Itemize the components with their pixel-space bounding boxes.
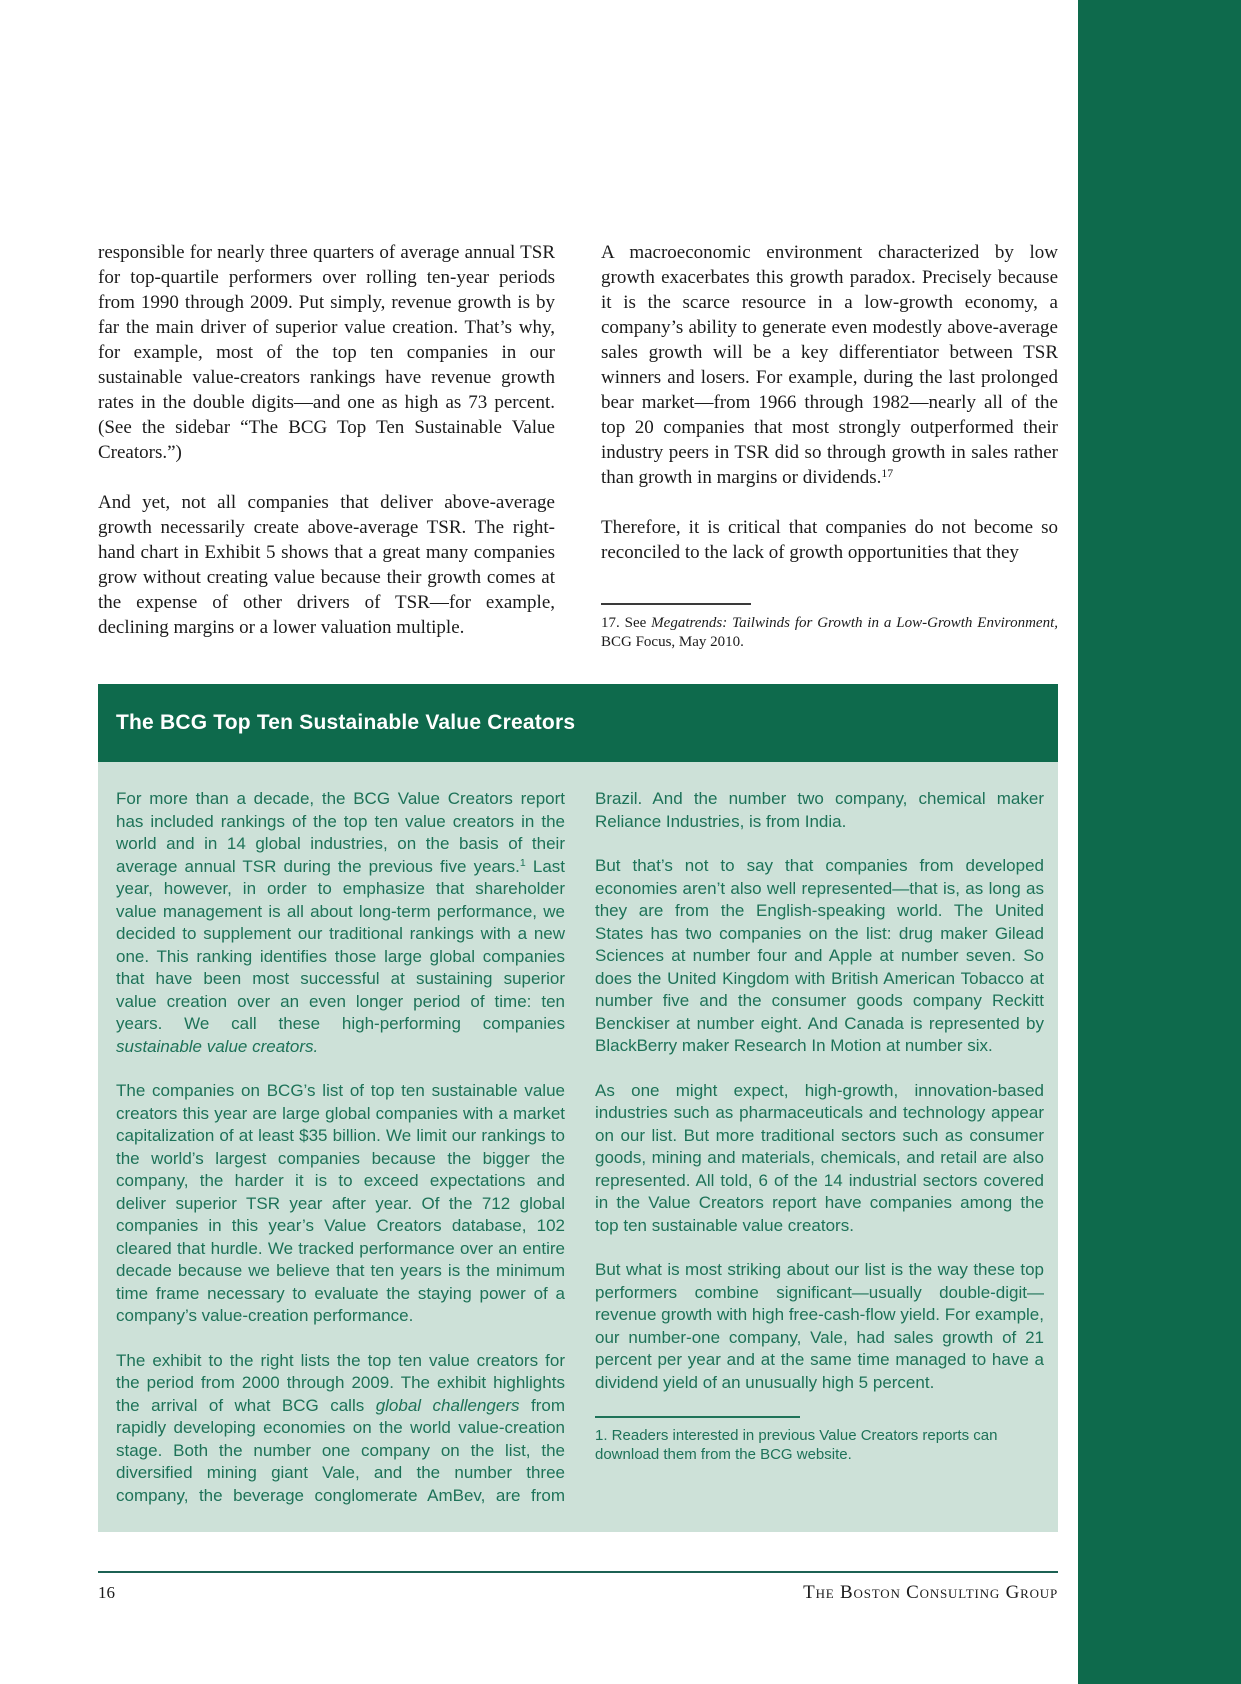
main-right-column bbox=[601, 240, 1058, 665]
footnote-text: 17. See Megatrends: Tailwinds for Growth in a Low-Growth Environment, BCG Focus, May 2010. bbox=[601, 615, 1058, 650]
sidebar-paragraph: For more than a decade, the BCG Value Creators report has included rankings of the top ten value creators in the world and in 14 global industries, on the basis of their average annual TSR during the previous five years.$^1$ Last year, however, in order to emphasize that shareholder value management is all about long-term performance, we decided to supplement our traditional rankings with a new one. This ranking identifies those large global companies that have been most successful at sustaining superior value creation over an even longer period of time: ten years. We call these high-performing companies sustainable value creators. bbox=[116, 789, 565, 1056]
page-edge-band bbox=[1078, 0, 1241, 1684]
body-paragraph: A macroeconomic environment characterized by low growth exacerbates this growth paradox. Precisely because it is the scarce resource in a low-growth economy, a company’s ability to generate even modestly above-average sales growth will be a key differentiator between TSR winners and losers. For example, during the last prolonged bear market—from 1966 through 1982—nearly all of the top 20 companies that most strongly outperformed their industry peers in TSR did so through growth in sales rather than growth in margins or dividends.$^{17}$ bbox=[601, 242, 1058, 488]
footnote-text: 1. Readers interested in previous Value Creators reports can download them from the BCG website. bbox=[595, 1427, 998, 1463]
footer-rule bbox=[98, 1571, 1058, 1573]
page-number: 16 bbox=[98, 1583, 115, 1602]
main-text-area bbox=[98, 240, 1058, 665]
main-left-column bbox=[98, 240, 555, 665]
sidebar-title-bar bbox=[98, 684, 1058, 762]
body-paragraph: Therefore, it is critical that companies do not become so reconciled to the lack of growth opportunities that they bbox=[601, 517, 1058, 563]
sidebar-box bbox=[98, 684, 1058, 1532]
sidebar-paragraph: As one might expect, high-growth, innovation-based industries such as pharmaceuticals and technology appear on our list. But more traditional sectors such as consumer goods, mining and materials, chemicals, and retail are also represented. All told, 6 of the 14 industrial sectors covered in the Value Creators report have companies among the top ten sustainable value creators. bbox=[595, 1080, 1044, 1235]
footnote-17 bbox=[601, 603, 1058, 652]
footer-brand: The Boston Consulting Group bbox=[803, 1582, 1058, 1603]
footnote-rule bbox=[601, 603, 751, 605]
sidebar-paragraph: But what is most striking about our list is the way these top performers combine significant—usually double-digit—revenue growth with high free-cash-flow yield. For example, our number-one company, Vale, had sales growth of 21 percent per year and at the same time managed to have a dividend yield of an unusually high 5 percent. bbox=[595, 1260, 1044, 1392]
sidebar-body bbox=[98, 762, 1058, 1532]
sidebar-paragraph: The exhibit to the right lists the top ten value creators for the period from 2000 through 2009. The exhibit highlights the arrival of what BCG calls global challengers from rapidly developing economies on the world value-creation stage. Both the number one company on the list, the diversified mining giant Vale, and the number three company, the beverage conglomerate AmBev, are from Brazil. And the number two company, chemical maker Reliance Industries, is from India. bbox=[116, 789, 1044, 1505]
sidebar-paragraph: The companies on BCG’s list of top ten sustainable value creators this year are large global companies with a market capitalization of at least $35 billion. We limit our rankings to the world’s largest companies because the bigger the company, the harder it is to exceed expectations and deliver superior TSR year after year. Of the 712 global companies in this year’s Value Creators database, 102 cleared that hurdle. We tracked performance over an entire decade because we believe that ten years is the minimum time frame necessary to evaluate the staying power of a company’s value-creation performance. bbox=[116, 1081, 565, 1325]
body-paragraph: And yet, not all companies that deliver above-average growth necessarily create above-average TSR. The right-hand chart in Exhibit 5 shows that a great many companies grow without creating value because their growth comes at the expense of other drivers of TSR—for example, declining margins or a lower valuation multiple. bbox=[98, 492, 555, 638]
sidebar-title: The BCG Top Ten Sustainable Value Creators bbox=[116, 711, 576, 734]
body-paragraph: responsible for nearly three quarters of average annual TSR for top-quartile performers over rolling ten-year periods from 1990 through 2009. Put simply, revenue growth is by far the main driver of superior value creation. That’s why, for example, most of the top ten companies in our sustainable value-creators rankings have revenue growth rates in the double digits—and one as high as 73 percent. (See the sidebar “The BCG Top Ten Sustainable Value Creators.”) bbox=[98, 242, 555, 463]
page-footer bbox=[98, 1571, 1058, 1604]
sidebar-paragraph: But that’s not to say that companies from developed economies aren’t also well represented—that is, as long as they are from the English-speaking world. The United States has two companies on the list: drug maker Gilead Sciences at number four and Apple at number seven. So does the United Kingdom with British American Tobacco at number five and the consumer goods company Reckitt Benckiser at number eight. And Canada is represented by BlackBerry maker Research In Motion at number six. bbox=[595, 856, 1044, 1055]
footnote-1 bbox=[595, 1416, 1044, 1464]
footnote-rule bbox=[595, 1416, 800, 1418]
